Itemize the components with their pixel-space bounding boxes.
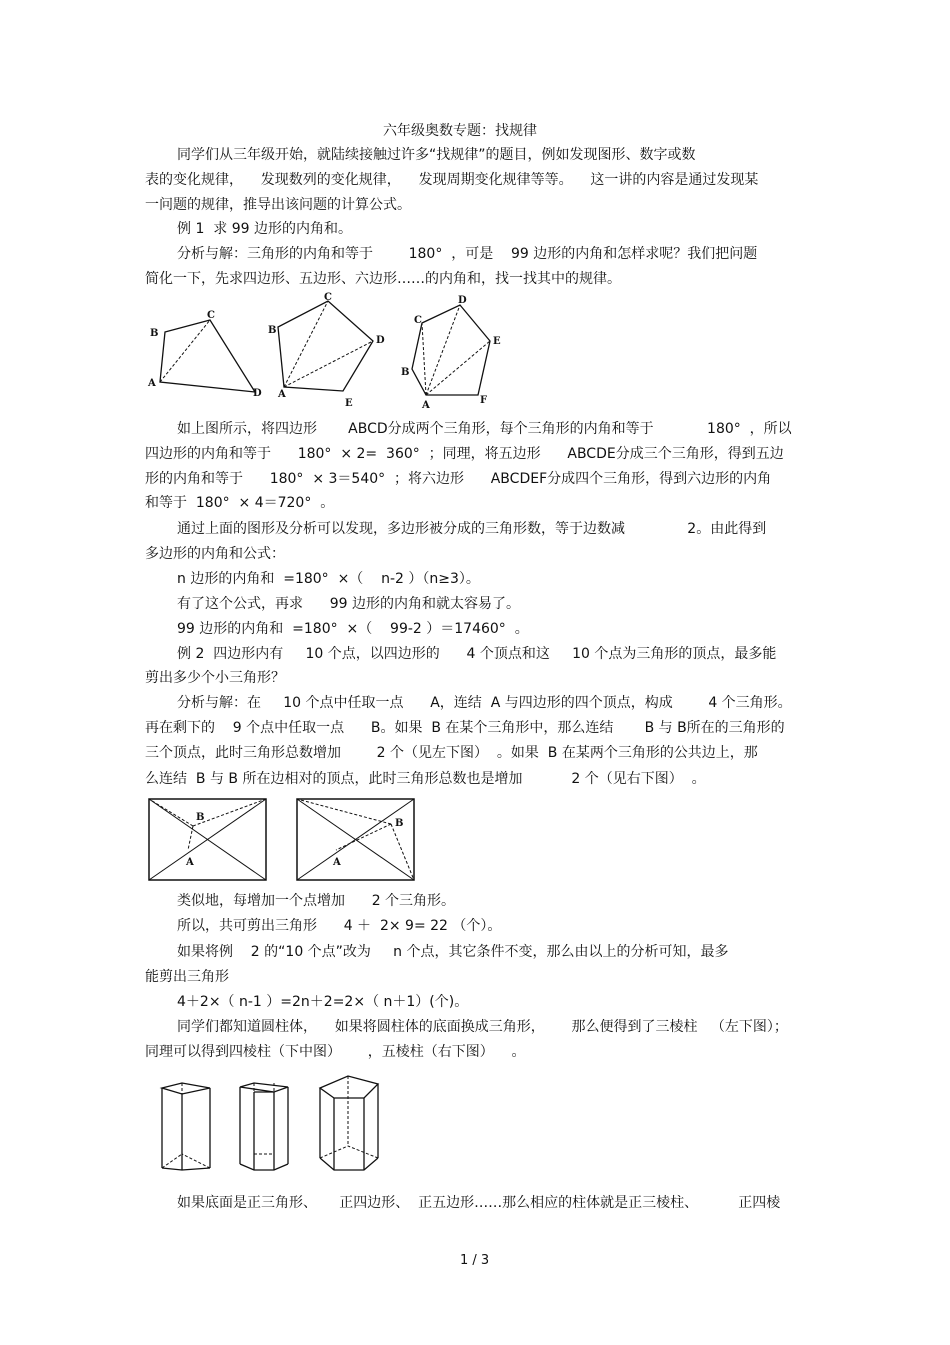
paragraph-line: 同理可以得到四棱柱（下中图） ，五棱柱（右下图） 。 <box>145 1044 526 1060</box>
vertex-label: A <box>148 378 156 389</box>
paragraph-line: 形的内角和等于 180° × 3＝540° ；将六边形 ABCDEF分成四个三角形，得到六边形的内角 <box>145 471 772 487</box>
paragraph-line: 通过上面的图形及分析可以发现，多边形被分成的三角形数，等于边数减 2。由此得到 <box>177 521 767 537</box>
paragraph-line: 如果底面是正三角形、 正四边形、 正五边形……那么相应的柱体就是正三棱柱、 正四棱 <box>177 1195 781 1211</box>
paragraph-line: 4＋2×（ n-1 ）=2n＋2=2×（ n＋1）(个)。 <box>177 994 469 1010</box>
vertex-label: C <box>324 292 332 303</box>
paragraph-line: 同学们从三年级开始，就陆续接触过许多“找规律”的题目，例如发现图形、数字或数 <box>177 147 696 163</box>
paragraph-line: 剪出多少个小三角形？ <box>145 670 285 686</box>
paragraph-line: 如果将例 2 的“10 个点”改为 n 个点，其它条件不变，那么由以上的分析可知，最多 <box>177 944 729 960</box>
page-title: 六年级奥数专题：找规律 <box>383 123 537 139</box>
page-number: 1 / 3 <box>460 1253 490 1268</box>
vertex-label: B <box>268 325 277 336</box>
paragraph-line: 一问题的规律，推导出该问题的计算公式。 <box>145 197 411 213</box>
vertex-label: A <box>278 389 286 400</box>
paragraph-line: 能剪出三角形 <box>145 969 229 985</box>
vertex-label: C <box>414 315 422 326</box>
paragraph-line: 例 2 四边形内有 10 个点，以四边形的 4 个顶点和这 10 个点为三角形的顶点，最多能 <box>177 646 777 662</box>
paragraph-line: 和等于 180° × 4＝720° 。 <box>145 495 335 511</box>
vertex-label: D <box>458 295 467 306</box>
triangular-prism-figure <box>160 1082 215 1174</box>
vertex-label: C <box>207 310 215 321</box>
paragraph-line: 例 1 求 99 边形的内角和。 <box>177 221 352 237</box>
point-label: B <box>395 818 404 829</box>
paragraph-line: 简化一下，先求四边形、五边形、六边形……的内角和，找一找其中的规律。 <box>145 271 621 287</box>
vertex-label: B <box>150 328 159 339</box>
paragraph-line: 同学们都知道圆柱体， 如果将圆柱体的底面换成三角形， 那么便得到了三棱柱 （左下图）； <box>177 1019 788 1035</box>
paragraph-line: 如上图所示，将四边形 ABCD分成两个三角形，每个三角形的内角和等于 180° ，所以 <box>177 421 792 437</box>
point-label: B <box>196 812 205 823</box>
vertex-label: B <box>401 367 410 378</box>
paragraph-line: 三个顶点，此时三角形总数增加 2 个（见左下图） 。如果 B 在某两个三角形的公共边上，那 <box>145 745 758 761</box>
pentagon-figure <box>268 293 393 413</box>
rectangle-figure-left <box>148 798 268 883</box>
vertex-label: D <box>253 388 262 399</box>
paragraph-line: n 边形的内角和 =180° ×（ n-2 ）（n≥3）。 <box>177 571 480 587</box>
paragraph-line: 分析与解：三角形的内角和等于 180° ，可是 99 边形的内角和怎样求呢？我们把问题 <box>177 246 758 262</box>
vertex-label: A <box>422 400 430 411</box>
paragraph-line: 再在剩下的 9 个点中任取一点 B。如果 B 在某个三角形中，那么连结 B 与 B所在的三角形的 <box>145 720 785 736</box>
quadrilateral-figure <box>145 310 265 405</box>
point-label: A <box>186 857 194 868</box>
paragraph-line: 有了这个公式，再求 99 边形的内角和就太容易了。 <box>177 596 520 612</box>
paragraph-line: 表的变化规律， 发现数列的变化规律， 发现周期变化规律等等。 这一讲的内容是通过发现某 <box>145 172 759 188</box>
rectangle-figure-right <box>296 798 416 883</box>
paragraph-line: 类似地，每增加一个点增加 2 个三角形。 <box>177 893 456 909</box>
paragraph-line: 99 边形的内角和 =180° ×（ 99-2 ）＝17460° 。 <box>177 621 529 637</box>
square-prism-figure <box>238 1082 293 1174</box>
vertex-label: F <box>480 395 488 406</box>
paragraph-line: 多边形的内角和公式： <box>145 546 285 562</box>
pentagonal-prism-figure <box>318 1074 383 1174</box>
vertex-label: E <box>493 336 501 347</box>
paragraph-line: 分析与解：在 10 个点中任取一点 A，连结 A 与四边形的四个顶点，构成 4 个三角形。 <box>177 695 792 711</box>
point-label: A <box>333 857 341 868</box>
paragraph-line: 四边形的内角和等于 180° × 2= 360° ；同理，将五边形 ABCDE分成三个三角形，得到五边 <box>145 446 784 462</box>
vertex-label: E <box>345 398 353 409</box>
vertex-label: D <box>376 335 385 346</box>
hexagon-figure <box>398 293 518 413</box>
paragraph-line: 么连结 B 与 B 所在边相对的顶点，此时三角形总数也是增加 2 个（见右下图） 。 <box>145 771 706 787</box>
paragraph-line: 所以，共可剪出三角形 4 ＋ 2× 9= 22 （个）。 <box>177 918 502 934</box>
